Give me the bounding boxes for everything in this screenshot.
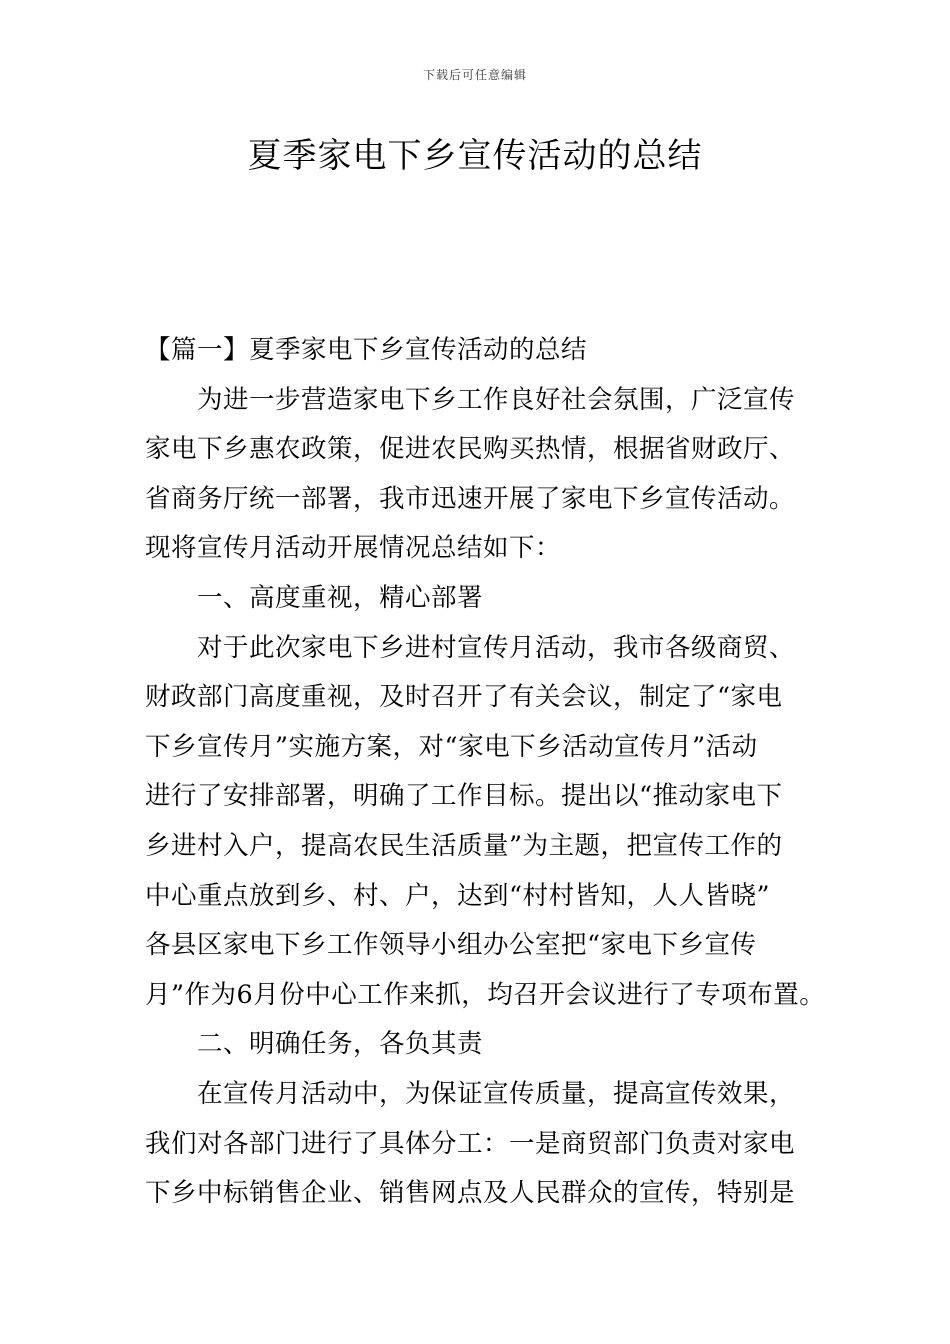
body-line: 下乡中标销售企业、销售网点及人民群众的宣传，特别是	[145, 1178, 796, 1209]
document-body	[145, 326, 825, 1219]
body-line: 在宣传月活动中，为保证宣传质量，提高宣传效果，	[197, 1078, 796, 1109]
body-line: 对于此次家电下乡进村宣传月活动，我市各级商贸、	[197, 632, 796, 663]
section-heading: 二、明确任务，各负其责	[197, 1029, 484, 1060]
header-note: 下载后可任意编辑	[422, 68, 527, 82]
section-heading: 一、高度重视，精心部署	[197, 582, 484, 613]
body-line: 财政部门高度重视，及时召开了有关会议，制定了“家电	[145, 682, 783, 713]
body-line: 下乡宣传月”实施方案，对“家电下乡活动宣传月”活动	[145, 731, 758, 762]
body-line: 现将宣传月活动开展情况总结如下：	[145, 533, 562, 564]
body-line: 进行了安排部署，明确了工作目标。提出以“推动家电下	[145, 781, 783, 812]
body-line: 中心重点放到乡、村、户，达到“村村皆知，人人皆晓”	[145, 880, 771, 911]
body-line: 【篇一】夏季家电下乡宣传活动的总结	[145, 335, 588, 365]
body-line: 家电下乡惠农政策，促进农民购买热情，根据省财政厅、	[145, 434, 796, 465]
body-line: 为进一步营造家电下乡工作良好社会氛围，广泛宣传	[197, 384, 796, 415]
body-line: 各县区家电下乡工作领导小组办公室把“家电下乡宣传	[145, 930, 757, 961]
body-line: 月”作为6月份中心工作来抓，均召开会议进行了专项布置。	[145, 979, 826, 1010]
body-line: 乡进村入户，提高农民生活质量”为主题，把宣传工作的	[145, 830, 783, 861]
body-line: 我们对各部门进行了具体分工：一是商贸部门负责对家电	[145, 1128, 796, 1159]
document-title: 夏季家电下乡宣传活动的总结	[247, 136, 703, 176]
body-line: 省商务厅统一部署，我市迅速开展了家电下乡宣传活动。	[145, 483, 796, 514]
